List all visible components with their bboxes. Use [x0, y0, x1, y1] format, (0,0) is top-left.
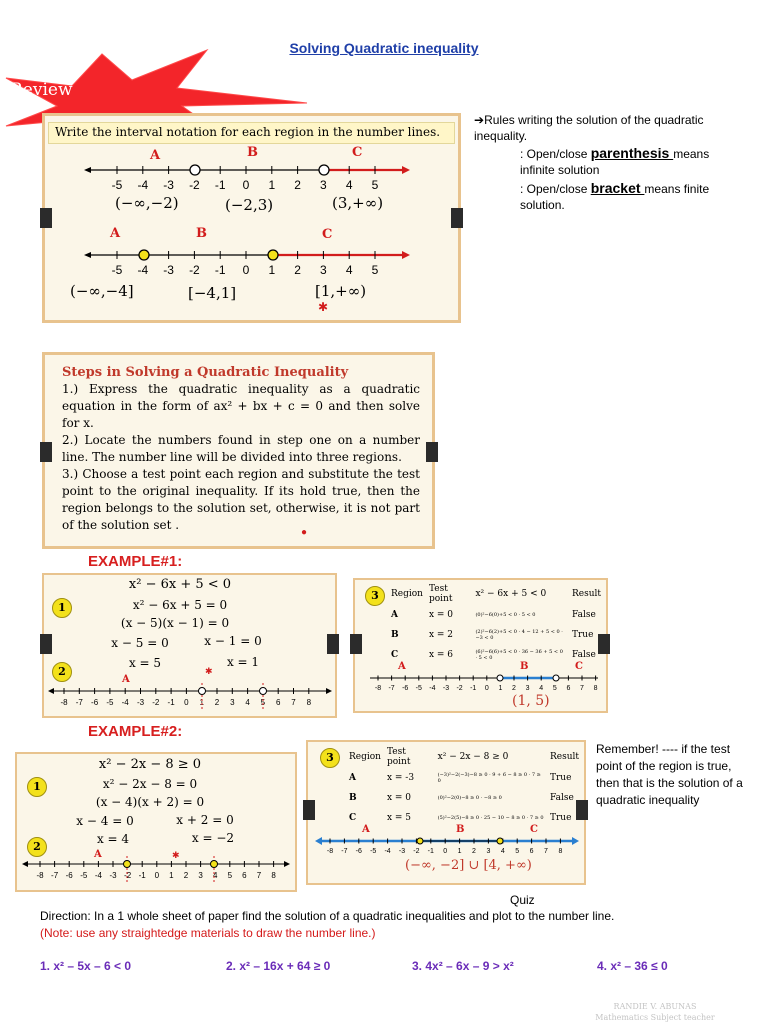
step-badge: 2 — [52, 662, 72, 682]
paren-pre: : Open/close — [520, 147, 591, 161]
tick-label: 0 — [484, 685, 489, 692]
page-title: Solving Quadratic inequality — [289, 40, 479, 56]
quiz-direction: Direction: In a 1 whole sheet of paper find the solution of a quadratic inequalities and plot to the number line. — [40, 909, 615, 923]
open-circle-icon — [319, 165, 329, 175]
tick-label: -4 — [429, 685, 436, 692]
example1-inequality: x² − 6x + 5 < 0 — [128, 577, 232, 592]
example1-number-line — [46, 683, 334, 713]
interval-b: (−2,3) — [225, 196, 274, 214]
table-cell: True — [571, 630, 594, 640]
tick-label: -8 — [326, 848, 334, 855]
signature-name: RANDIE V. ABUNAS — [613, 1002, 697, 1011]
table-header: x² − 2x − 8 ≥ 0 — [437, 752, 509, 762]
quiz-item-2: 2. x² – 16x + 64 ≥ 0 — [226, 959, 331, 973]
tick-label: 8 — [558, 848, 563, 855]
region-a-label: A — [110, 226, 121, 241]
example2-test-table — [346, 746, 582, 828]
review-number-line-1 — [80, 160, 420, 196]
example1-left-eq: x − 5 = 0 — [111, 636, 169, 650]
tick-label: 0 — [154, 871, 160, 880]
tick-label: 1 — [169, 871, 174, 880]
tick-label: -3 — [163, 263, 174, 277]
review-label: Review — [10, 80, 73, 100]
table-cell: True — [549, 813, 572, 823]
example2-right-sol: x = −2 — [191, 831, 235, 845]
tick-label: 8 — [271, 871, 276, 880]
tick-label: 4 — [345, 263, 353, 277]
open-circle-icon — [190, 165, 200, 175]
tick-label: 5 — [515, 848, 520, 855]
example1-factored: (x − 5)(x − 1) = 0 — [120, 616, 230, 630]
table-cell: B — [349, 793, 357, 803]
example1-solution: (1, 5) — [512, 693, 550, 709]
tick-label: 4 — [500, 848, 505, 855]
table-header: Test point — [386, 747, 411, 767]
tick-label: 1 — [268, 263, 276, 277]
panel-tab — [40, 442, 52, 462]
quiz-item-4: 4. x² – 36 ≤ 0 — [597, 959, 668, 973]
tick-label: -4 — [384, 848, 391, 855]
interval-b: [−4,1] — [188, 284, 237, 302]
tick-label: -1 — [138, 871, 146, 880]
table-cell: False — [571, 610, 596, 620]
remember-note: Remember! ---- if the test point of the region is true, then that is the solution of a quadratic inequality — [596, 742, 743, 807]
tick-label: 6 — [566, 685, 571, 692]
example1-title: EXAMPLE#1: — [88, 553, 183, 570]
red-mark-icon: ✱ — [205, 666, 213, 676]
tick-label: -4 — [137, 178, 149, 192]
tick-label: -6 — [355, 848, 362, 855]
tick-label: 0 — [443, 848, 448, 855]
table-cell: False — [549, 793, 574, 803]
tick-label: -5 — [111, 178, 123, 192]
tick-label: -1 — [214, 178, 226, 192]
region-a-label: A — [150, 148, 161, 163]
step-3: 3.) Choose a test point each region and substitute the test point to the original inequality. If its hold true, then the region belongs to the solution set, otherwise, it is not part of the solution set . — [62, 467, 420, 532]
tick-label: -7 — [51, 871, 59, 880]
tick-label: -1 — [214, 263, 226, 277]
example2-solution-line — [312, 835, 582, 857]
region-a-label: A — [122, 674, 130, 685]
tick-label: -1 — [167, 698, 175, 707]
tick-label: 4 — [245, 698, 250, 707]
example2-equation: x² − 2x − 8 = 0 — [102, 777, 198, 791]
panel-tab — [327, 634, 339, 654]
region-c-label: C — [575, 661, 583, 672]
tick-label: 6 — [275, 698, 281, 707]
steps-text — [62, 364, 420, 534]
tick-label: -2 — [152, 698, 160, 707]
tick-label: 5 — [552, 685, 557, 692]
tick-label: -3 — [442, 685, 450, 692]
example1-right-sol: x = 1 — [226, 655, 260, 669]
tick-label: 1 — [457, 848, 462, 855]
panel-tab — [303, 800, 315, 820]
table-cell: x = 6 — [428, 650, 454, 660]
step-2: 2.) Locate the numbers found in step one on a number line. The number line will be divided into three regions. — [62, 433, 420, 464]
example2-right-eq: x + 2 = 0 — [176, 813, 234, 827]
tick-label: 0 — [184, 698, 189, 707]
step-badge: 3 — [365, 586, 385, 606]
table-cell: A — [391, 610, 398, 620]
region-a-label: A — [94, 849, 102, 860]
arrow-icon: ➔ — [474, 113, 485, 127]
tick-label: 3 — [198, 871, 203, 880]
region-c-label: C — [322, 227, 333, 242]
table-cell: C — [391, 650, 399, 660]
tick-label: -2 — [189, 263, 200, 277]
closed-circle-icon — [139, 250, 149, 260]
example1-equation: x² − 6x + 5 = 0 — [132, 598, 228, 612]
tick-label: -4 — [121, 698, 129, 707]
red-mark-icon: ✱ — [318, 300, 329, 314]
tick-label: -6 — [65, 871, 73, 880]
tick-label: 5 — [371, 263, 379, 277]
tick-label: 3 — [525, 685, 530, 692]
steps-title: Steps in Solving a Quadratic Inequality — [62, 365, 349, 380]
table-cell: A — [349, 773, 356, 783]
example1-left-sol: x = 5 — [128, 656, 162, 670]
table-header: Region — [391, 589, 423, 599]
table-cell: (5)²−2(5)−8 ≥ 0 · 25 − 10 − 8 ≥ 0 · 7 ≥ 0 — [437, 815, 544, 821]
rules-block — [474, 112, 744, 213]
tick-label: -2 — [189, 178, 200, 192]
tick-label: 0 — [242, 178, 250, 192]
quiz-title: Quiz — [510, 893, 535, 907]
panel-tab — [451, 208, 463, 228]
tick-label: 2 — [214, 698, 220, 707]
example2-solution: (−∞, −2] ∪ [4, +∞) — [405, 858, 532, 873]
interval-a: (−∞,−2) — [115, 194, 179, 212]
tick-label: 4 — [212, 871, 218, 880]
tick-label: 1 — [199, 698, 204, 707]
example2-number-line — [20, 856, 292, 886]
tick-label: -8 — [374, 685, 382, 692]
table-cell: True — [549, 773, 572, 783]
table-cell: x = 0 — [428, 610, 454, 620]
bracket-pre: : Open/close — [520, 182, 591, 196]
tick-label: 1 — [498, 685, 503, 692]
quiz-item-1: 1. x² – 5x – 6 < 0 — [40, 959, 132, 973]
interval-c: [1,+∞) — [315, 282, 367, 300]
table-header: Result — [549, 752, 579, 762]
table-cell: (6)²−6(6)+5 < 0 · 36 − 36 + 5 < 0 · 5 < 0 — [475, 649, 563, 661]
step-badge: 1 — [27, 777, 47, 797]
tick-label: 4 — [539, 685, 544, 692]
tick-label: 7 — [291, 698, 296, 707]
tick-label: 1 — [268, 178, 276, 192]
tick-label: 6 — [529, 848, 534, 855]
step-1: 1.) Express the quadratic inequality as a quadratic equation in the form of ax² + bx + c = 0 and then solve for x. — [62, 382, 420, 430]
interval-a: (−∞,−4] — [70, 282, 134, 300]
panel-tab — [426, 442, 438, 462]
tick-label: 4 — [345, 178, 353, 192]
tick-label: -5 — [370, 848, 377, 855]
region-b-label: B — [456, 824, 465, 835]
tick-label: 3 — [230, 698, 235, 707]
tick-label: 7 — [544, 848, 548, 855]
table-cell: (0)²−6(0)+5 < 0 · 5 < 0 — [475, 612, 536, 618]
tick-label: 8 — [306, 698, 312, 707]
review-number-line-2 — [80, 245, 420, 281]
tick-label: 6 — [242, 871, 247, 880]
tick-label: 3 — [486, 848, 491, 855]
parenthesis-word: parenthesis — [590, 145, 674, 161]
table-header: Result — [571, 589, 601, 599]
table-header: Test point — [428, 584, 453, 604]
interval-c: (3,+∞) — [332, 194, 384, 212]
red-mark-icon: ✱ — [172, 850, 180, 860]
table-cell: x = 2 — [428, 630, 454, 640]
region-c-label: C — [352, 145, 363, 160]
bracket-word: bracket — [590, 180, 645, 196]
tick-label: 2 — [294, 178, 301, 192]
tick-label: -3 — [109, 871, 117, 880]
table-cell: C — [349, 813, 357, 823]
tick-label: 5 — [260, 698, 266, 707]
example2-title: EXAMPLE#2: — [88, 723, 183, 740]
panel-tab — [350, 634, 362, 654]
tick-label: -4 — [94, 871, 102, 880]
region-a-label: A — [398, 661, 406, 672]
tick-label: -7 — [75, 698, 83, 707]
example2-factored: (x − 4)(x + 2) = 0 — [95, 795, 205, 809]
table-cell: x = -3 — [386, 773, 415, 783]
table-cell: x = 0 — [386, 793, 412, 803]
tick-label: 2 — [183, 871, 189, 880]
tick-label: 5 — [227, 871, 233, 880]
tick-label: -3 — [136, 698, 145, 707]
tick-label: -1 — [427, 848, 434, 855]
tick-label: -2 — [456, 685, 463, 692]
region-b-label: B — [196, 226, 207, 241]
tick-label: 8 — [593, 685, 598, 692]
tick-label: -3 — [398, 848, 406, 855]
tick-label: -8 — [60, 698, 68, 707]
table-cell: (0)²−2(0)−8 ≥ 0 · −8 ≥ 0 — [437, 795, 502, 801]
bracket-post: means finite solution. — [520, 182, 710, 212]
tick-label: -7 — [341, 848, 348, 855]
tick-label: 3 — [320, 178, 327, 192]
tick-label: -6 — [402, 685, 409, 692]
tick-label: -7 — [388, 685, 395, 692]
region-a-label: A — [362, 824, 370, 835]
tick-label: -8 — [36, 871, 44, 880]
closed-circle-icon — [268, 250, 278, 260]
step-badge: 2 — [27, 837, 47, 857]
region-c-label: C — [530, 824, 538, 835]
table-cell: (2)²−6(2)+5 < 0 · 4 − 12 + 5 < 0 · −3 < 0 — [475, 629, 563, 641]
region-b-label: B — [247, 145, 258, 160]
tick-label: -3 — [163, 178, 174, 192]
step-badge: 1 — [52, 598, 72, 618]
example1-solution-line — [366, 672, 602, 694]
tick-label: -6 — [91, 698, 99, 707]
table-header: x² − 6x + 5 < 0 — [475, 589, 547, 599]
tick-label: 0 — [242, 263, 250, 277]
tick-label: -5 — [80, 871, 88, 880]
panel-tab — [40, 208, 52, 228]
rules-intro: Rules writing the solution of the quadratic inequality. — [474, 113, 704, 143]
tick-label: 7 — [256, 871, 262, 880]
region-b-label: B — [520, 661, 529, 672]
tick-label: -2 — [124, 871, 132, 880]
example2-left-eq: x − 4 = 0 — [76, 814, 134, 828]
tick-label: -5 — [106, 698, 114, 707]
panel-tab — [40, 634, 52, 654]
tick-label: -1 — [470, 685, 477, 692]
signature-role: Mathematics Subject teacher — [595, 1013, 715, 1022]
table-cell: B — [391, 630, 399, 640]
quiz-item-3: 3. 4x² – 6x – 9 > x² — [412, 959, 514, 973]
tick-label: -2 — [413, 848, 420, 855]
tick-label: -4 — [137, 263, 149, 277]
tick-label: -5 — [415, 685, 422, 692]
step-badge: 3 — [320, 748, 340, 768]
tick-label: 7 — [580, 685, 584, 692]
example1-right-eq: x − 1 = 0 — [204, 634, 262, 648]
table-cell: (−3)²−2(−3)−8 ≥ 0 · 9 + 6 − 8 ≥ 0 · 7 ≥ 0 — [437, 772, 541, 784]
red-mark-icon: ● — [301, 527, 308, 538]
table-cell: False — [571, 650, 596, 660]
example2-inequality: x² − 2x − 8 ≥ 0 — [98, 757, 202, 772]
review-banner: Write the interval notation for each region in the number lines. — [48, 122, 455, 144]
tick-label: -5 — [111, 263, 123, 277]
example2-left-sol: x = 4 — [96, 832, 130, 846]
tick-label: 2 — [512, 685, 516, 692]
table-header: Region — [349, 752, 381, 762]
quiz-note: (Note: use any straightedge materials to draw the number line.) — [40, 926, 376, 940]
table-cell: x = 5 — [386, 813, 412, 823]
example1-test-table — [388, 583, 604, 665]
tick-label: 2 — [472, 848, 476, 855]
tick-label: 5 — [371, 178, 379, 192]
paren-post: means infinite solution — [520, 147, 710, 177]
tick-label: 2 — [294, 263, 301, 277]
tick-label: 3 — [320, 263, 327, 277]
